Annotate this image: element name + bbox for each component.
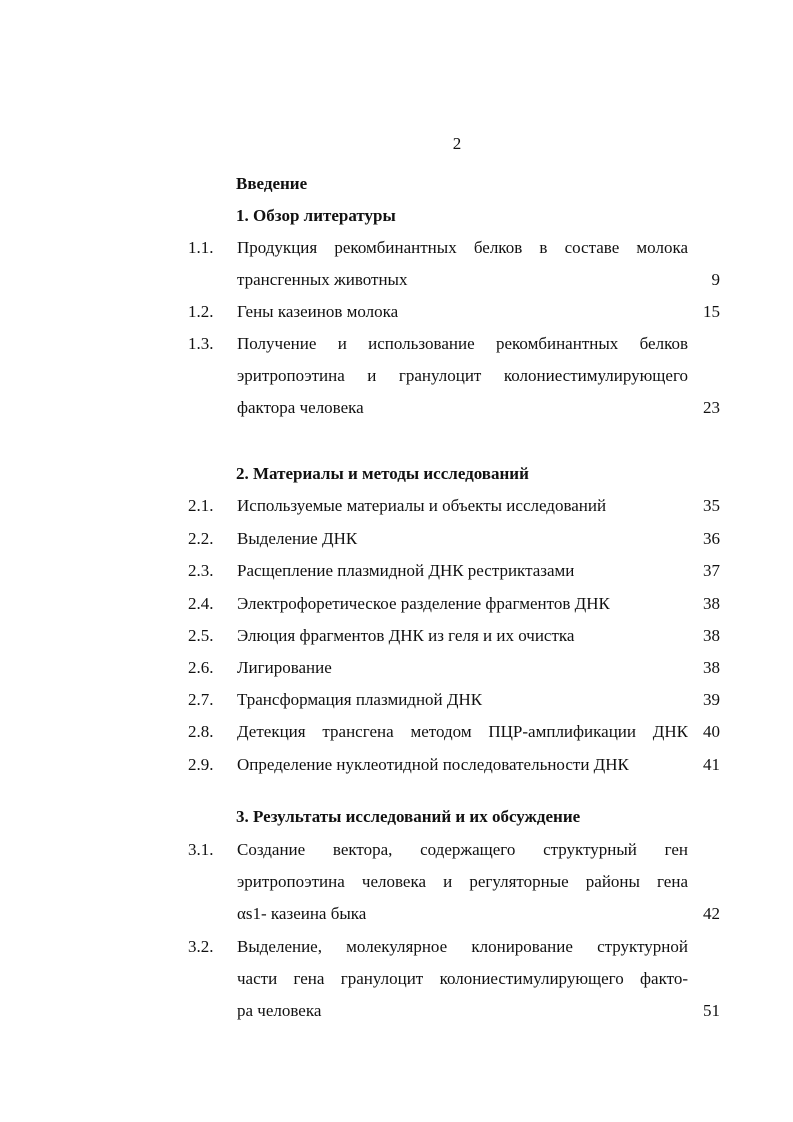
entry-number: 2.2.	[188, 529, 214, 548]
entry-number: 2.7.	[188, 690, 214, 709]
toc-entry-2-5[interactable]	[0, 626, 793, 658]
entry-title-line: трансгенных животных	[237, 270, 408, 289]
entry-number: 2.9.	[188, 755, 214, 774]
entry-page: 42	[703, 904, 720, 923]
entry-title-line: Детекция трансгена методом ПЦР-амплификации ДНК	[237, 722, 688, 741]
toc-entry-1-3[interactable]	[0, 334, 793, 417]
entry-title-line: Гены казеинов молока	[237, 302, 399, 321]
toc-entry-2-8[interactable]	[0, 722, 793, 754]
toc-entry-2-9[interactable]	[0, 755, 793, 787]
entry-page: 35	[703, 496, 720, 515]
entry-number: 1.2.	[188, 302, 214, 321]
entry-page: 38	[703, 626, 720, 645]
entry-title-line: Получение и использование рекомбинантных белков	[237, 334, 688, 353]
entry-page: 15	[703, 302, 720, 321]
entry-page: 39	[703, 690, 720, 709]
toc-entry-3-2[interactable]	[0, 937, 793, 1020]
entry-number: 1.1.	[188, 238, 214, 257]
entry-title-line: Расщепление плазмидной ДНК рестриктазами	[237, 561, 575, 580]
entry-number: 2.3.	[188, 561, 214, 580]
section-3-title: 3. Результаты исследований и их обсуждение	[236, 807, 581, 826]
entry-page: 36	[703, 529, 720, 548]
entry-title-line: Создание вектора, содержащего структурный ген	[237, 840, 688, 859]
entry-page: 40	[703, 722, 720, 741]
toc-entry-3-1[interactable]	[0, 840, 793, 923]
entry-number: 1.3.	[188, 334, 214, 353]
entry-page: 23	[703, 398, 720, 417]
entry-number: 2.4.	[188, 594, 214, 613]
toc-entry-2-3[interactable]	[0, 561, 793, 593]
toc-entry-1-2[interactable]	[0, 302, 793, 334]
entry-title-line: Выделение ДНК	[237, 529, 358, 548]
page-number: 2	[452, 134, 462, 153]
toc-entry-2-2[interactable]	[0, 529, 793, 561]
entry-title-line: Выделение, молекулярное клонирование структурной	[237, 937, 688, 956]
entry-title-line: Элюция фрагментов ДНК из геля и их очистка	[237, 626, 575, 645]
toc-entry-2-4[interactable]	[0, 594, 793, 626]
toc-entry-2-1[interactable]	[0, 496, 793, 528]
entry-title-line: фактора человека	[237, 398, 364, 417]
entry-number: 3.1.	[188, 840, 214, 859]
toc-entry-2-6[interactable]	[0, 658, 793, 690]
entry-title-line: Лигирование	[237, 658, 332, 677]
intro-heading: Введение	[236, 174, 308, 193]
entry-page: 38	[703, 594, 720, 613]
entry-title-line: Продукция рекомбинантных белков в составе молока	[237, 238, 688, 257]
toc-entry-1-1[interactable]	[0, 238, 793, 289]
entry-page: 51	[703, 1001, 720, 1020]
entry-title-line: αs1- казеина быка	[237, 904, 367, 923]
entry-page: 9	[711, 270, 720, 289]
entry-page: 41	[703, 755, 720, 774]
entry-number: 2.5.	[188, 626, 214, 645]
entry-title-line: Используемые материалы и объекты исследований	[237, 496, 607, 515]
entry-title-line: ра человека	[237, 1001, 322, 1020]
toc-entry-2-7[interactable]	[0, 690, 793, 722]
entry-number: 2.8.	[188, 722, 214, 741]
entry-number: 2.6.	[188, 658, 214, 677]
section-2-title: 2. Материалы и методы исследований	[236, 464, 529, 483]
section-1-title: 1. Обзор литературы	[236, 206, 396, 225]
entry-number: 3.2.	[188, 937, 214, 956]
entry-number: 2.1.	[188, 496, 214, 515]
entry-title-line: эритропоэтина человека и регуляторные районы гена	[237, 872, 688, 891]
entry-title-line: Трансформация плазмидной ДНК	[237, 690, 483, 709]
entry-title-line: Электрофоретическое разделение фрагментов ДНК	[237, 594, 610, 613]
entry-title-line: Определение нуклеотидной последовательности ДНК	[237, 755, 629, 774]
entry-title-line: части гена гранулоцит колониестимулирующего факто-	[237, 969, 688, 988]
entry-page: 37	[703, 561, 720, 580]
entry-title-line: эритропоэтина и гранулоцит колониестимулирующего	[237, 366, 688, 385]
entry-page: 38	[703, 658, 720, 677]
